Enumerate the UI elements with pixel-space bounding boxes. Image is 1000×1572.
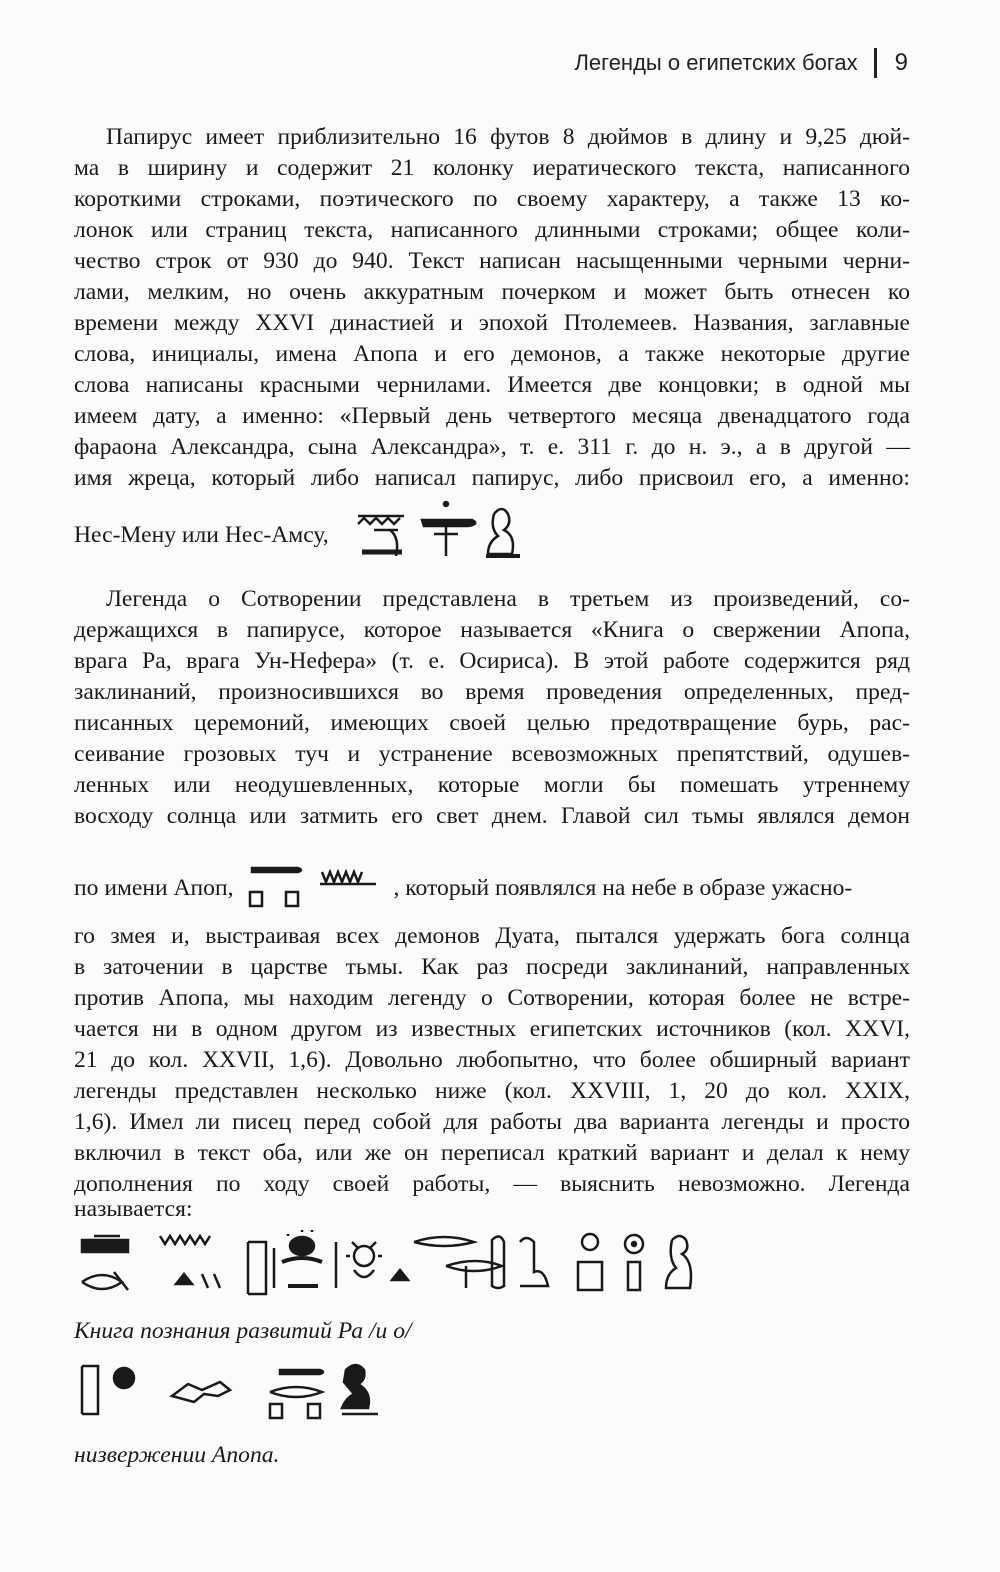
apop-line-after: , который появлялся на небе в образе ужасно- [393, 874, 853, 901]
apop-name-line [74, 858, 910, 918]
text-line: сеивание грозовых туч и устранение всевозможных препятствий, одушев- [74, 741, 910, 767]
text-line: против Апопа, мы находим легенду о Сотворении, которая более не встре- [74, 985, 910, 1011]
text-line: чается ни в одном другом из известных египетских источников (кол. XXVI, [74, 1016, 910, 1042]
text-line: заклинаний, произносившихся во время проведения определенных, пред- [74, 679, 910, 705]
text-line: Легенда о Сотворении представлена в третьем из произведений, со- [106, 586, 910, 612]
page-number: 9 [894, 49, 908, 76]
priest-name-line: Нес-Мену или Нес-Амсу, [74, 522, 329, 548]
caption-title-1: Книга познания развитий Ра /и о/ [74, 1318, 412, 1344]
text-line: лонок или страниц текста, написанного длинными строками; общее коли- [74, 217, 910, 243]
hieroglyphs-nes-menu-icon [352, 494, 532, 564]
text-line: имеем дату, а именно: «Первый день четвертого месяца двенадцатого года [74, 403, 910, 429]
text-line: ленных или неодушевленных, которые могли бы помешать утреннему [74, 772, 910, 798]
text-line: дополнения по ходу своей работы, — выяснить невозможно. Легенда [74, 1171, 910, 1197]
text-line: го змея и, выстраивая всех демонов Дуата, пытался удержать бога солнца [74, 923, 910, 949]
called-line: называется: [74, 1196, 193, 1222]
hieroglyphs-book-title-1-icon [74, 1226, 704, 1312]
text-line: в заточении в царстве тьмы. Как раз посреди заклинаний, направленных [74, 954, 910, 980]
text-line: Папирус имеет приблизительно 16 футов 8 дюймов в длину и 9,25 дюй- [106, 124, 910, 150]
caption-title-2: низвержении Апопа. [74, 1442, 280, 1468]
text-line: чество строк от 930 до 940. Текст написан насыщенными черными черни- [74, 248, 910, 274]
text-line: имя жреца, который либо написал папирус, либо присвоил его, а именно: [74, 465, 910, 491]
text-line: включил в текст оба, или же он переписал краткий вариант и делал к нему [74, 1140, 910, 1166]
hieroglyphs-book-title-2-icon [74, 1356, 394, 1426]
apop-line-before: по имени Апоп, [74, 874, 234, 901]
text-line: слова написаны красными чернилами. Имеется две концовки; в одной мы [74, 372, 910, 398]
text-line: короткими строками, поэтического по своему характеру, а также 13 ко- [74, 186, 910, 212]
text-line: держащихся в папирусе, которое называется «Книга о свержении Апопа, [74, 617, 910, 643]
text-line: слова, инициалы, имена Апопа и его демонов, а также некоторые другие [74, 341, 910, 367]
running-header [574, 48, 908, 78]
running-title: Легенды о египетских богах [574, 50, 858, 75]
text-line: ма в ширину и содержит 21 колонку иератического текста, написанного [74, 155, 910, 181]
text-line: лами, мелким, но очень аккуратным почерком и может быть отнесен ко [74, 279, 910, 305]
paragraph-3 [74, 921, 910, 1200]
text-line: времени между XXVI династией и эпохой Птолемеев. Названия, заглавные [74, 310, 910, 336]
paragraph-1 [74, 122, 910, 494]
text-line: врага Ра, врага Ун-Нефера» (т. е. Осириса). В этой работе содержится ряд [74, 648, 910, 674]
text-line: восходу солнца или затмить его свет днем. Главой сил тьмы являлся демон [74, 803, 910, 829]
paragraph-2 [74, 584, 910, 832]
text-line: писанных церемоний, имеющих своей целью предотвращение бурь, рас- [74, 710, 910, 736]
text-line: легенды представлен несколько ниже (кол. XXVIII, 1, 20 до кол. XXIX, [74, 1078, 910, 1104]
text-line: фараона Александра, сына Александра», т. е. 311 г. до н. э., а в другой — [74, 434, 910, 460]
text-line: 21 до кол. XXVII, 1,6). Довольно любопытно, что более обширный вариант [74, 1047, 910, 1073]
text-line: 1,6). Имел ли писец перед собой для работы два варианта легенды и просто [74, 1109, 910, 1135]
header-divider [874, 48, 877, 78]
hieroglyphs-apop-icon [240, 858, 390, 918]
